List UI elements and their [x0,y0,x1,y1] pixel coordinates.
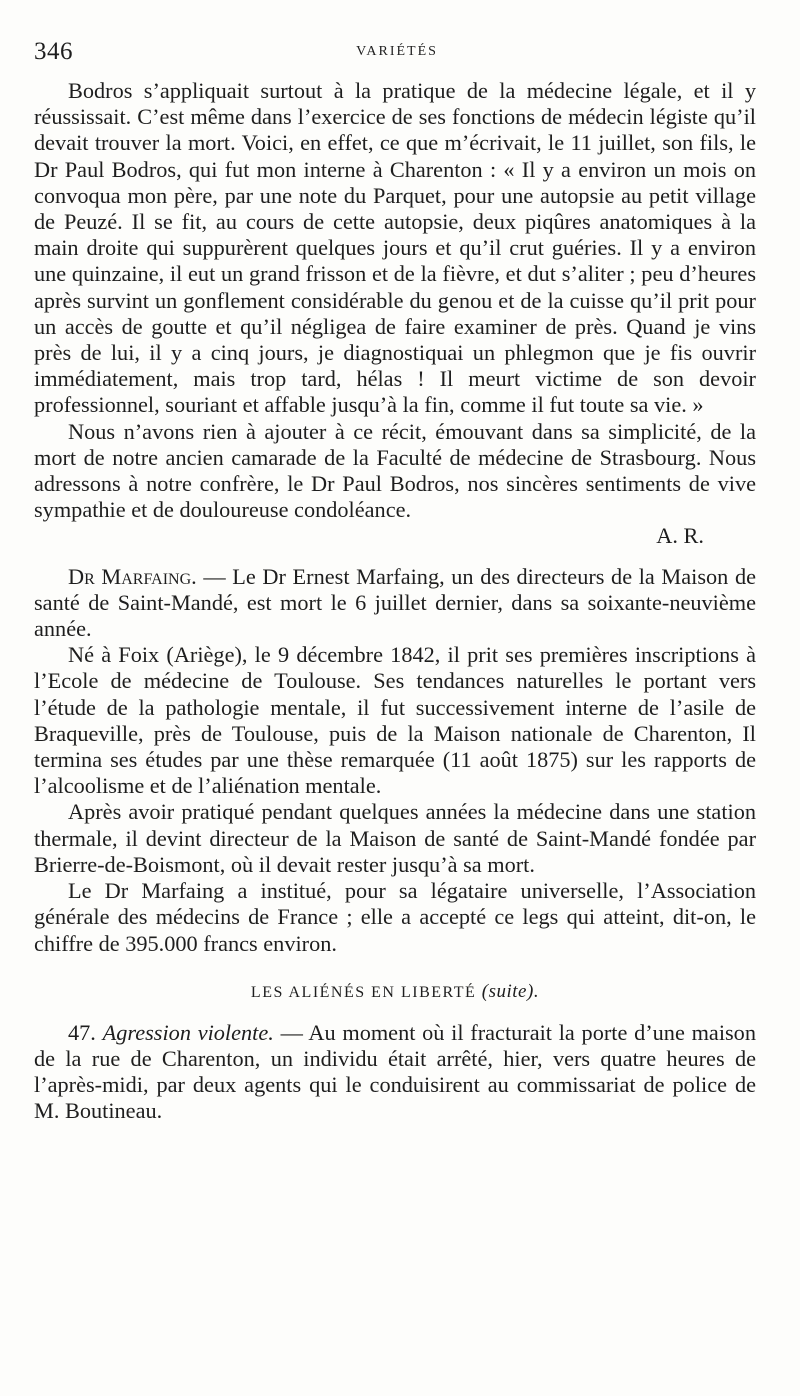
paragraph-marfaing-director: Après avoir pratiqué pendant quelques années la médecine dans une station thermale, il devint directeur de la Maison de santé de Saint-Mandé fondée par Brierre-de-Boismont, où il devait rester jusqu’à sa mort. [34,799,756,877]
paragraph-condolence: Nous n’avons rien à ajouter à ce récit, émouvant dans sa simplicité, de la mort de notre ancien camarade de la Faculté de médecine de Strasbourg. Nous adressons à notre confrère, le Dr Paul Bodros, nos sincères sentiments de vive sympathie et de douloureuse condoléance. [34,418,756,523]
obituary-text: Le Dr Ernest Marfaing, un des directeurs de la Maison de santé de Saint-Mandé, est mort le 6 juillet dernier, dans sa soixante-neuvième année. [34,563,756,642]
signature: A. R. [656,523,704,549]
paragraph-marfaing-legacy: Le Dr Marfaing a institué, pour sa légataire universelle, l’Association générale des médecins de France ; elle a accepté ce legs qui atteint, dit-on, le chiffre de 395.000 francs environ. [34,878,756,956]
section-title-text: LES ALIÉNÉS EN LIBERTÉ [250,983,477,1001]
page-header [34,34,760,70]
item-number: 47. [68,1019,96,1045]
page-body [34,78,756,1125]
paragraph-marfaing-career: Né à Foix (Ariège), le 9 décembre 1842, il prit ses premières inscriptions à l’Ecole de médecine de Toulouse. Ses tendances naturelles le portant vers l’étude de la pathologie mentale, il fut successivement interne de l’asile de Braqueville, près de Toulouse, puis de la Maison nationale de Charenton, Il termina ses études par une thèse remarquée (11 août 1875) sur les rapports de l’alcoolisme et de l’aliénation mentale. [34,642,756,799]
section-title-suite: (suite). [481,980,540,1002]
paragraph-bodros-death: Bodros s’appliquait surtout à la pratique de la médecine légale, et il y réussissait. C’est même dans l’exercice de ses fonctions de médecin légiste qu’il devait trouver la mort. Voici, en effet, ce que m’écrivait, le 11 juillet, son fils, le Dr Paul Bodros, qui fut mon interne à Charenton : « Il y a environ un mois on convoqua mon père, par une note du Parquet, pour une autopsie au petit village de Peuzé. Il se fit, au cours de cette autopsie, deux piqûres anatomiques à la main droite qui suppurèrent quelques jours et qu’il crut guéries. Il y a environ une quinzaine, il eut un grand frisson et de la fièvre, et dut s’aliter ; peu d’heures après survint un gonflement considérable du genou et de la cuisse qu’il prit pour un accès de goutte et qu’il négligea de faire examiner de près. Quand je vins près de lui, il y a cinq jours, je diagnostiquai un phlegmon que je fis ouvrir immédiatement, mais trop tard, hélas ! Il meurt victime de son devoir professionnel, souriant et affable jusqu’à la fin, comme il fut toute sa vie. » [34,78,756,418]
item-text: — Au moment où il fracturait la porte d’une maison de la rue de Charenton, un individu était arrêté, hier, vers quatre heures de l’après-midi, par deux agents qui le conduisirent au commissariat de police de M. Boutineau. [34,1019,756,1124]
signature-line [34,523,756,549]
paragraph-marfaing-obituary [34,564,756,643]
paragraph-item-47 [34,1020,756,1125]
section-title [34,979,756,1006]
item-title: Agression violente. [102,1019,274,1045]
obituary-heading: Dr Marfaing. — [68,563,226,589]
running-head: VARIÉTÉS [356,44,438,59]
page-number: 346 [34,38,73,65]
